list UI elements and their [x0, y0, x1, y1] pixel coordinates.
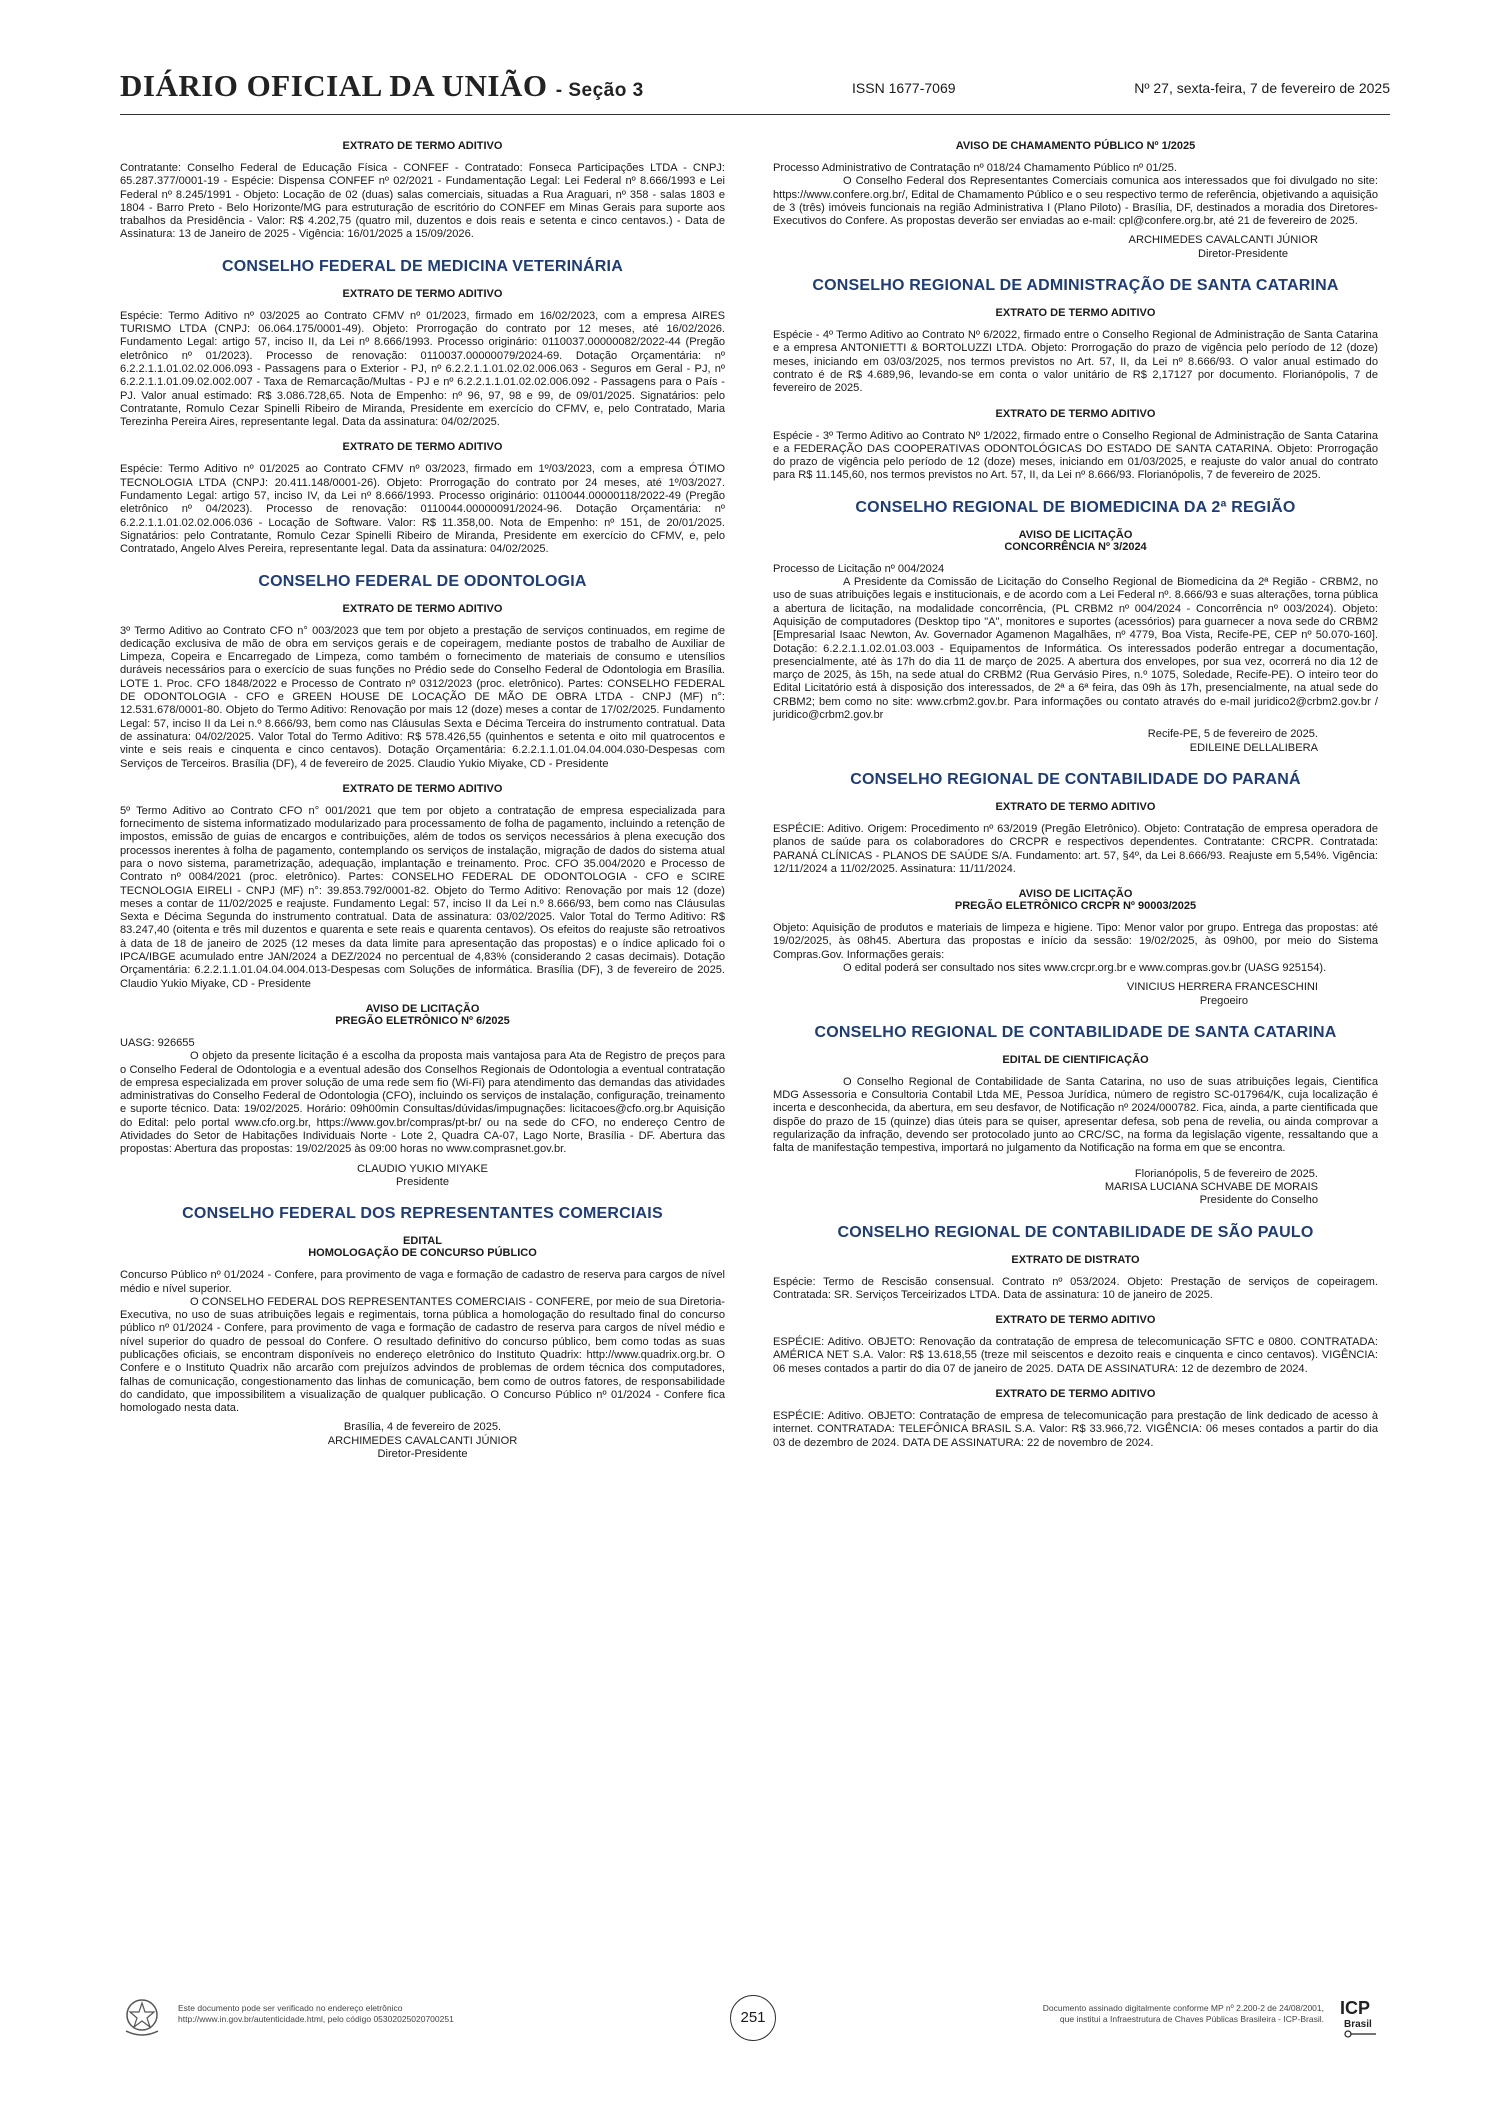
signatory-name: VINICIUS HERRERA FRANCESCHINI [1126, 981, 1318, 994]
notice-body: O objeto da presente licitação é a escolha da proposta mais vantajosa para Ata de Registro de preços para o Conselho Federal de Odontologia e a eventual adesão dos Conselhos Regionais de Odontologia a eventual contratação de empresa especializada em prover solução de uma rede sem fio (Wi-Fi) para atendimento das demandas das atividades administrativas do Conselho Federal de Odontologia (CFO), incluindo os serviços de instalação, configuração, treinamento e suporte técnico. Data: 19/02/2025. Horário: 09h00min Consultas/dúvidas/impugnações: licitacoes@cfo.org.br Aquisição do Edital: pelo portal www.cfo.org.br, https://www.gov.br/compras/pt-br/ ou na sede do CFO, no endereço Centro de Atividades do Setor de Habitações Individuais Norte - Lote 2, Quadra CA-07, Lago Norte, Brasília - DF. Abertura das propostas: Abertura das propostas: 19/02/2025 às 09:00 horas no www.comprasnet.gov.br. [120, 1050, 725, 1156]
notice-title: EXTRATO DE TERMO ADITIVO [995, 1388, 1156, 1401]
national-emblem-icon [120, 1995, 164, 2044]
notice-title: EXTRATO DE TERMO ADITIVO [342, 287, 503, 300]
verification-note [178, 2003, 454, 2025]
digital-signature-note [1043, 2003, 1324, 2025]
page-number: 251 [730, 1995, 776, 2041]
notice-title: AVISO DE CHAMAMENTO PÚBLICO Nº 1/2025 [955, 140, 1196, 152]
notice-body: Espécie: Termo Aditivo nº 03/2025 ao Contrato CFMV nº 01/2023, firmado em 16/02/2023, com a empresa AIRES TURISMO LTDA (CNPJ: 06.064.175/0001-49). Objeto: Prorrogação do contrato por 12 meses, até 16/02/2026. Fundamento Legal: artigo 57, inciso II, da Lei nº 8.666/1993. Processo originário: 0110037.00000082/2022-44 (Pregão eletrônico nº 01/2023). Processo de renovação: 0110037.00000079/2024-69. Dotação Orçamentária: nº 6.2.2.1.1.01.02.02.006.093 - Passagens para o Exterior - PJ, nº 6.2.2.1.1.01.02.02.006.063 - Seguros em Geral - PJ, nº 6.2.2.1.1.01.09.02.002.007 - Taxa de Remarcação/Multas - PJ e nº 6.2.2.1.1.01.02.02.006.092 - Passagens para o País - PJ. Valor anual estimado: R$ 3.086.728,65. Nota de Empenho: nº 96, 97, 98 e 99, de 09/01/2025. Signatários: pelo Contratante, Romulo Cezar Spinelli Ribeiro de Miranda, Presidente em exercício do CFMV, e, pelo Contratado, Maria Terezinha Pereira Aires, representante legal. Data da assinatura: 04/02/2025. [120, 309, 725, 429]
icp-brasil-logo-icon [1336, 1995, 1390, 2044]
notice-body: O CONSELHO FEDERAL DOS REPRESENTANTES COMERCIAIS - CONFERE, por meio de sua Diretoria-Executiva, no uso de suas atribuições legais e regimentais, torna pública a homologação do resultado final do concurso público nº 01/2024 - Confere, para provimento de vaga e formação de cadastro de reserva para cargos de nível médio e nível superior do quadro de pessoal do Confere. O resultado definitivo do concurso público, bem como todas as suas publicações oficiais, se encontram disponíveis no endereço eletrônico do Instituto Quadrix: http://www.quadrix.org.br. O Confere e o Instituto Quadrix não arcarão com prejuízos advindos de problemas de ordem técnica dos computadores, falhas de comunicação, congestionamento das linhas de comunicação, bem como de outros fatores, de responsabilidade do candidato, que impossibilitem a visualização de qualquer publicação. O Concurso Público nº 01/2024 - Confere fica homologado nesta data. [120, 1295, 725, 1415]
notice-subtitle: CONCORRÊNCIA Nº 3/2024 [1004, 540, 1147, 553]
signatory [120, 1163, 725, 1190]
signatory [773, 234, 1318, 261]
notice-title: EXTRATO DE TERMO ADITIVO [995, 800, 1156, 813]
signatory-role: Presidente do Conselho [1199, 1194, 1318, 1207]
notice-title: AVISO DE LICITAÇÃO [365, 1002, 480, 1015]
notice-title: EXTRATO DE TERMO ADITIVO [995, 307, 1156, 320]
organization-heading: CONSELHO REGIONAL DE BIOMEDICINA DA 2ª REGIÃO [855, 498, 1296, 516]
page-header [120, 68, 1390, 115]
signatory-role: Pregoeiro [1199, 994, 1248, 1007]
notice-body: Espécie: Termo de Rescisão consensual. Contrato nº 053/2024. Objeto: Prestação de serviços de copeiragem. Contratada: SR. Serviços Terceirizados LTDA. Data de assinatura: 10 de janeiro de 2025. [773, 1275, 1378, 1301]
signature-line: Documento assinado digitalmente conforme MP nº 2.200-2 de 24/08/2001, [1042, 2003, 1324, 2013]
signatory [120, 1421, 725, 1461]
notice-body: ESPÉCIE: Aditivo. OBJETO: Contratação de empresa de telecomunicação para prestação de link dedicado de acesso à internet. CONTRATADA: TELEFÔNICA BRASIL S.A. Valor: R$ 33.966,72. VIGÊNCIA: 06 meses contados a partir do dia 03 de dezembro de 2024. DATA DE ASSINATURA: 22 de novembro de 2024. [773, 1410, 1378, 1449]
notice-subtitle: PREGÃO ELETRÔNICO CRCPR Nº 90003/2025 [954, 900, 1197, 913]
organization-heading: CONSELHO REGIONAL DE CONTABILIDADE DE SANTA CATARINA [814, 1023, 1337, 1041]
notice-subtitle: PREGÃO ELETRÔNICO Nº 6/2025 [335, 1014, 510, 1027]
notice-body: Espécie - 3º Termo Aditivo ao Contrato Nº 1/2022, firmado entre o Conselho Regional de Administração de Santa Catarina e a FEDERAÇÃO DAS COOPERATIVAS ODONTOLÓGICAS DO ESTADO DE SANTA CATARINA. Objeto: Prorrogação do prazo de vigência pelo período de 12 (doze) meses, iniciando em 01/03/2025, e reajuste do valor anual do contrato para R$ 11.145,60, nos termos previstos no Art. 57, II, da Lei nº 8.666/93. Florianópolis, 7 de fevereiro de 2025. [773, 429, 1378, 482]
left-column [120, 132, 725, 1465]
notice-subtitle: HOMOLOGAÇÃO DE CONCURSO PÚBLICO [308, 1247, 537, 1260]
organization-heading: CONSELHO FEDERAL DE MEDICINA VETERINÁRIA [222, 257, 623, 275]
notice-body: Espécie: Termo Aditivo nº 01/2025 ao Contrato CFMV nº 03/2023, firmado em 1º/03/2023, com a empresa ÓTIMO TECNOLOGIA LTDA (CNPJ: 20.411.148/0001-26). Objeto: Prorrogação do contrato por 24 meses, até 1º/03/2027. Fundamento Legal: artigo 57, inciso IV, da Lei nº 8.666/1993. Processo originário: 0110044.00000118/2022-49 (Pregão eletrônico nº 04/2023). Processo de renovação: 0110044.00000091/2024-96. Dotação Orçamentária: nº 6.2.2.1.1.01.02.02.006.036 - Locação de Software. Valor: R$ 11.358,00. Nota de Empenho: nº 151, de 20/01/2025. Signatários: pelo Contratante, Romulo Cezar Spinelli Ribeiro de Miranda, Presidente em exercício do CFMV, e, pelo Contratado, Angelo Alves Pereira, representante legal. Data da assinatura: 04/02/2025. [120, 463, 725, 556]
section-label: - Seção 3 [555, 80, 644, 101]
organization-heading: CONSELHO FEDERAL DOS REPRESENTANTES COMERCIAIS [182, 1205, 663, 1223]
signature-place-date: Brasília, 4 de fevereiro de 2025. [343, 1421, 502, 1434]
organization-heading: CONSELHO REGIONAL DE CONTABILIDADE DO PARANÁ [850, 770, 1301, 788]
notice-body: ESPÉCIE: Aditivo. OBJETO: Renovação da contratação de empresa de telecomunicação SFTC e 0800. CONTRATADA: AMÉRICA NET S.A. Valor: R$ 13.618,55 (treze mil seiscentos e dezoito reais e cinquenta e cinco centavos). VIGÊNCIA: 06 meses contados a partir do dia 07 de janeiro de 2025. DATA DE ASSINATURA: 12 de dezembro de 2024. [773, 1336, 1378, 1375]
notice-title: EDITAL DE CIENTIFICAÇÃO [1002, 1053, 1149, 1066]
notice-process: Processo de Licitação nº 004/2024 [773, 562, 945, 575]
notice-body: Espécie - 4º Termo Aditivo ao Contrato Nº 6/2022, firmado entre o Conselho Regional de Administração de Santa Catarina e a empresa ANTONIETTI & BORTOLUZZI LTDA. Objeto: Prorrogação do prazo de vigência pelo período de 12 (doze) meses, iniciando em 03/03/2025, nos termos previstos no Art. 57, II, da Lei nº 8.666/93. O valor anual estimado do contrato é de R$ 4.689,96, levando-se em conta o valor unitário de R$ 2,17127 por documento. Florianópolis, 7 de fevereiro de 2025. [773, 329, 1378, 395]
organization-heading: CONSELHO REGIONAL DE ADMINISTRAÇÃO DE SANTA CATARINA [812, 277, 1339, 295]
notice-title: AVISO DE LICITAÇÃO [1018, 528, 1133, 541]
notice-body: O Conselho Federal dos Representantes Comerciais comunica aos interessados que foi divulgado no site: https://www.confere.org.br/, Edital de Chamamento Público e o seu respectivo termo de referência, objetivando a aquisição de 3 (três) imóveis funcionais na região Administrativa I (Plano Piloto) - Brasília, DF, destinados a moradia dos Diretores-Executivos do Confere. As propostas deverão ser enviadas ao e-mail: cpl@confere.org.br, até 21 de fevereiro de 2025. [773, 175, 1378, 228]
masthead-title: DIÁRIO OFICIAL DA UNIÃO [120, 68, 548, 103]
signatory-name: ARCHIMEDES CAVALCANTI JÚNIOR [327, 1434, 518, 1447]
notice-body: ESPÉCIE: Aditivo. Origem: Procedimento nº 63/2019 (Pregão Eletrônico). Objeto: Contratação de empresa operadora de planos de saúde para os colaboradores do CRCPR e respectivos dependentes. Contratante: CRCPR. Contratada: PARANÁ CLÍNICAS - PLANOS DE SAÚDE S/A. Fundamento: art. 57, §4º, da Lei 8.666/93. Reajuste em 5,54%. Vigência: 12/11/2024 a 11/02/2025. Assinatura: 11/11/2024. [773, 822, 1378, 875]
right-column [773, 132, 1378, 1462]
notice-body: Contratante: Conselho Federal de Educação Física - CONFEF - Contratado: Fonseca Participações LTDA - CNPJ: 65.287.377/0001-19 - Espécie: Dispensa CONFEF nº 02/2021 - Fundamentação Legal: Lei Federal nº 8.666/1993 e Lei Federal nº 8.245/1991 - Objeto: Locação de 02 (duas) salas comerciais, situadas a Rua Araguari, nº 358 - salas 1803 e 1804 - Barro Preto - Belo Horizonte/MG para estruturação de escritório do CONFEF em Minas Gerais para suporte aos trabalhos da Presidência - Valor: R$ 4.202,75 (quatro mil, duzentos e dois reais e setenta e cinco centavos.) - Data de Assinatura: 13 de Janeiro de 2025 - Vigência: 16/01/2025 a 15/09/2026. [120, 162, 725, 241]
icp-logo-text: ICP [1340, 1998, 1371, 2018]
signatory [773, 728, 1318, 755]
notice-body: Processo Administrativo de Contratação nº 018/24 Chamamento Público nº 01/25. [773, 162, 1178, 174]
issn: ISSN 1677-7069 [852, 80, 956, 96]
notice-title: EXTRATO DE TERMO ADITIVO [995, 407, 1156, 420]
masthead [120, 68, 644, 104]
signatory-name: MARISA LUCIANA SCHVABE DE MORAIS [1104, 1180, 1318, 1193]
signature-place-date: Recife-PE, 5 de fevereiro de 2025. [1147, 728, 1318, 741]
notice-body: 3º Termo Aditivo ao Contrato CFO n° 003/2023 que tem por objeto a prestação de serviços continuados, em regime de dedicação exclusiva de mão de obra em serviços gerais e de copeiragem, mediante postos de trabalho de Auxiliar de Limpeza, Copeira e Encarregado de Limpeza, como também o fornecimento de materiais de consumo e utensílios duráveis necessários para o exercício de suas funções no Prédio sede do Conselho Federal de Odontologia em Brasília. LOTE 1. Proc. CFO 1848/2022 e Processo de Contrato nº 0312/2023 (proc. eletrônico). Partes: CONSELHO FEDERAL DE ODONTOLOGIA - CFO e GREEN HOUSE DE LOCAÇÃO DE MÃO DE OBRA LTDA - CNPJ (MF) n°: 12.531.678/0001-80. Objeto do Termo Aditivo: Renovação por mais 12 (doze) meses a contar de 17/02/2025. Fundamento Legal: 57, inciso II da Lei n.º 8.666/93, bem como nas Cláusulas Sexta e Décima Terceira do instrumento contratual. Data de assinatura: 04/02/2025. Valor Total do Termo Aditivo: R$ 578.426,55 (quinhentos e setenta e oito mil quatrocentos e vinte e seis reais e cinquenta e cinco centavos). Dotação Orçamentária: 6.2.2.1.1.01.04.04.004.030-Despesas com Serviços de Terceiros. Brasília (DF), 4 de fevereiro de 2025. Claudio Yukio Miyake, CD - Presidente [120, 624, 725, 770]
notice-body: A Presidente da Comissão de Licitação do Conselho Regional de Biomedicina da 2ª Região - CRBM2, no uso de suas atribuições legais e institucionais, e de acordo com a Lei Federal nº. 8.666/93 e suas alterações, torna pública a abertura de licitação, na modalidade concorrência, (PL CRBM2 nº 004/2024 - Concorrência nº 003/2024). Objeto: Aquisição de computadores (Desktop tipo "A", monitores e suportes (acessórios) para guarnecer a nova sede do CRBM2 [Empresarial Isaac Newton, Av. Governador Agamenon Magalhães, nº 4779, Boa Vista, Recife-PE, CEP nº 50.070-160]. Dotação: 6.2.2.1.1.02.01.03.003 - Equipamentos de Informática. Os interessados poderão entregar a documentação, presencialmente, até às 17h do dia 11 de março de 2025. A abertura dos envelopes, por sua vez, ocorrerá no dia 12 de março de 2025, às 15h, na sede atual do CRBM2 (Rua Gervásio Pires, n.º 1075, Soledade, Recife-PE). O inteiro teor do Edital Licitatório está à disposição dos interessados, de 2ª a 6ª feira, das 09h às 17h, presencialmente, na atual sede do CRBM2; bem como no site: www.crbm2.gov.br. Para informações ou contato através do e-mail juridico2@crbm2.gov.br / juridico@crbm2.gov.br [773, 576, 1378, 722]
signatory-name: EDILEINE DELLALIBERA [1189, 741, 1318, 754]
notice-uasg: UASG: 926655 [120, 1036, 195, 1049]
notice-body: O edital poderá ser consultado nos sites www.crcpr.org.br e www.compras.gov.br (UASG 925154). [843, 961, 1327, 974]
icp-logo-subtext: Brasil [1344, 2019, 1372, 2030]
signatory [773, 981, 1318, 1008]
notice-title: EXTRATO DE TERMO ADITIVO [342, 602, 503, 615]
signature-line: que institui a Infraestrutura de Chaves Públicas Brasileira - ICP-Brasil. [1059, 2014, 1324, 2024]
notice-title: EXTRATO DE TERMO ADITIVO [342, 441, 503, 454]
notice-body: O Conselho Regional de Contabilidade de Santa Catarina, no uso de suas atribuições legais, Cientifica MDG Assessoria e Consultoria Contabil Ltda ME, Pessoa Jurídica, número de registro SC-017964/K, cuja localização é incerta e desconhecida, da abertura, em seu desfavor, de Notificação nº 2024/000782. Fica, ainda, a parte cientificada que dispõe do prazo de 15 (quinze) dias úteis para se quiser, apresentar defesa, sob pena de revelia, ou ainda comprovar a regularização da infração, devendo ser protocolado junto ao CRC/SC, na forma da legislação vigente, ressaltando que a falta de manifestação tempestiva, importará no julgamento da Notificação na forma em que se encontra. [773, 1075, 1378, 1155]
notice-body: Objeto: Aquisição de produtos e materiais de limpeza e higiene. Tipo: Menor valor por grupo. Entrega das propostas: até 19/02/2025, às 08h45. Abertura das propostas e início da sessão: 19/02/2025, às 09h00, por meio do Sistema Compras.Gov. Informações gerais: [773, 922, 1378, 961]
signatory-role: Diretor-Presidente [1197, 247, 1288, 260]
notice-body: 5º Termo Aditivo ao Contrato CFO n° 001/2021 que tem por objeto a contratação de empresa especializada para fornecimento de sistema informatizado modularizado para processamento de folha de pagamento, incluindo a retenção de impostos, emissão de guias de encargos e contribuições, além de todos os serviços necessários à plena execução dos processos inerentes à folha de pagamento, contemplando os serviços de instalação, migração de dados do sistema atual para o novo sistema, parametrização, adequação, implantação e treinamento. Proc. CFO 35.004/2020 e Processo de Contrato nº 0084/2021 (proc. eletrônico). Partes: CONSELHO FEDERAL DE ODONTOLOGIA - CFO e SCIRE TECNOLOGIA EIRELI - CNPJ (MF) n°: 39.853.792/0001-82. Objeto do Termo Aditivo: Renovação por mais 12 (doze) meses a contar de 11/02/2025 e reajuste. Fundamento Legal: 57, inciso II da Lei n.º 8.666/93, bem como nas Cláusulas Sexta e Décima Segunda do instrumento contratual. Data de assinatura: 03/02/2025. Valor Total do Termo Aditivo: R$ 83.247,40 (oitenta e três mil duzentos e quarenta e sete reais e quarenta centavos). Os efeitos do reajuste são retroativos à data de 18 de janeiro de 2025 (12 meses da data limite para apresentação das propostas) e o índice aplicado foi o IPCA/IBGE acumulado entre JAN/2024 a DEZ/2024 no percentual de 4,83% (considerando 2 casas decimais). Dotação Orçamentária: 6.2.2.1.1.01.04.04.004.013-Despesas com Soluções de informática. Brasília (DF), 3 de fevereiro de 2025. Claudio Yukio Miyake, CD - Presidente [120, 804, 725, 990]
signatory-role: Presidente [395, 1175, 450, 1188]
notice-body: Concurso Público nº 01/2024 - Confere, para provimento de vaga e formação de cadastro de reserva para cargos de nível médio e nível superior. [120, 1269, 725, 1295]
edition-info: Nº 27, sexta-feira, 7 de fevereiro de 2025 [1134, 80, 1390, 96]
notice-title: EXTRATO DE TERMO ADITIVO [342, 140, 503, 152]
notice-title: EXTRATO DE TERMO ADITIVO [342, 782, 503, 795]
notice-title: AVISO DE LICITAÇÃO [1018, 888, 1133, 901]
verification-line: Este documento pode ser verificado no endereço eletrônico [178, 2003, 403, 2013]
notice-title: EDITAL [403, 1235, 442, 1248]
notice-title: EXTRATO DE DISTRATO [1011, 1253, 1140, 1266]
signature-place-date: Florianópolis, 5 de fevereiro de 2025. [1134, 1167, 1318, 1180]
signatory-name: CLAUDIO YUKIO MIYAKE [357, 1162, 488, 1175]
signatory [773, 1168, 1318, 1208]
organization-heading: CONSELHO REGIONAL DE CONTABILIDADE DE SÃO PAULO [837, 1223, 1314, 1241]
verification-link[interactable]: http://www.in.gov.br/autenticidade.html, pelo código 05302025020700251 [178, 2014, 454, 2024]
notice-title: EXTRATO DE TERMO ADITIVO [995, 1314, 1156, 1327]
signatory-name: ARCHIMEDES CAVALCANTI JÚNIOR [1128, 234, 1318, 247]
page-footer [120, 1995, 1390, 2055]
signatory-role: Diretor-Presidente [377, 1448, 468, 1461]
organization-heading: CONSELHO FEDERAL DE ODONTOLOGIA [258, 572, 587, 590]
